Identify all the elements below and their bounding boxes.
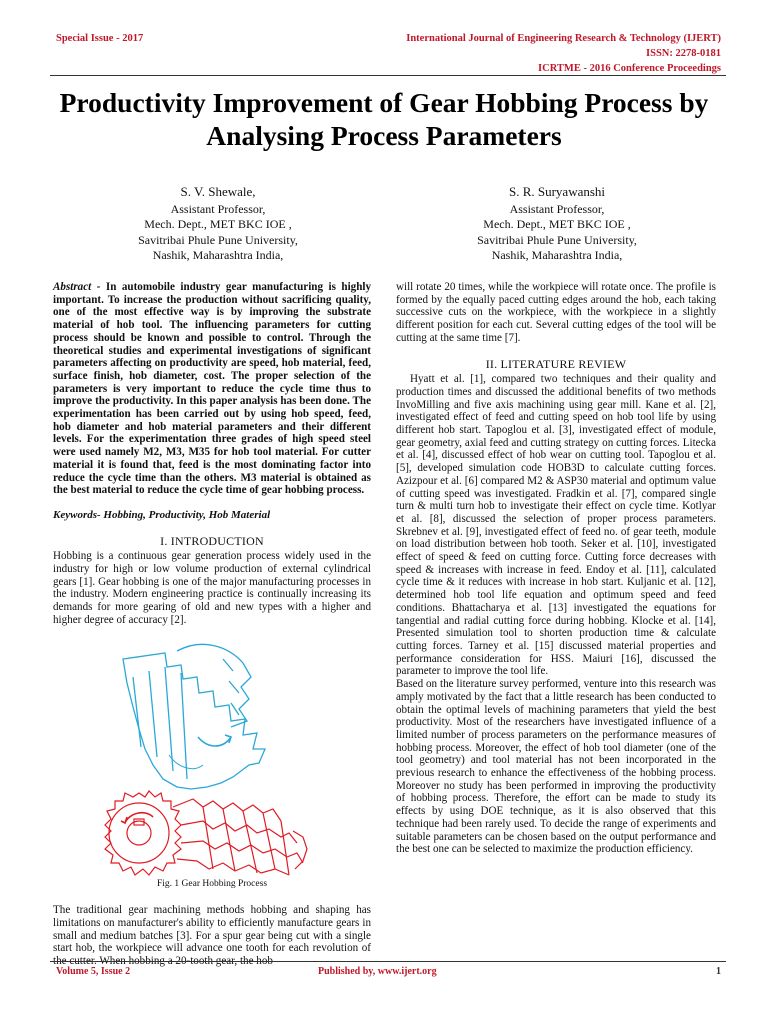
author-dept: Mech. Dept., MET BKC IOE , [144,217,292,232]
hob-cutter-drawing [123,644,265,789]
abstract [53,281,371,497]
header-journal: International Journal of Engineering Research & Technology (IJERT) [406,33,721,44]
section-heading-introduction: I. INTRODUCTION [160,533,264,548]
author-block-2 [432,184,682,263]
abstract-lead: Abstract - [53,281,101,293]
keywords: Keywords- Hobbing, Productivity, Hob Material [53,508,271,521]
header-proceedings: ICRTME - 2016 Conference Proceedings [538,63,721,74]
header-divider [50,75,726,76]
author-name: S. V. Shewale, [180,184,256,199]
intro-paragraph-1: Hobbing is a continuous gear generation process widely used in the industry for high or low volume production of external cylindrical gears [1]. Gear hobbing is one of the major manufacturing processes in the industry. Modern engineering practice is continually increasing its demands for more gearing of old and new types with a higher and higher degree of accuracy [2]. [53,550,371,626]
author-university: Savitribai Phule Pune University, [138,232,298,247]
intro-continuation: will rotate 20 times, while the workpiece will rotate once. The profile is formed by the equally paced cutting edges around the hob, each taking successive cuts on the workpiece, with the workpiece in a slightly different position for each cut. Several cutting edges of the tool will be cutting at the same time [7]. [396,281,716,344]
literature-paragraph-1: Hyatt et al. [1], compared two techniques and their quality and production times and discussed the additional benefits of two methods InvoMilling and five axis machining using gear mill. Kane et al. [2], investigated effect of feed and cutting speed on hob tool life by using different hob start. Tapoglou et al. [3], investigated effect of module, gear geometry, axial feed and cutting strategy on cutting forces. Litecka et al. [4], discussed effect of hob wear on cutting tool. Tapoglou et al. [5], developed simulation code HOB3D to calculate cutting forces. Azizpour et al. [6] compared M2 & ASP30 material and optimum value of cutting speed was investigated. Fradkin et al. [7], compared single turn & multi turn hob to investigate their effect on cycle time. Kotlyar et al. [8], discussed the selection of proper process parameters. Skrebnev et al. [9], investigated effect of feed no. of gear teeth, module on load distribution between hob tooth. Seker et al. [10], investigated effect of speed & feed on cutting force. Cutting force decreases with speed & increases with increase in feed. Endoy et al. [11], calculated cycle time & it reduces with increase in hob start. Kuljanic et al. [12], determined hob tool life equation and optimum speed and feed conditions. Bhattacharya et al. [13] investigated the equations for tangential and radial cutting force during hobbing. Klocke et al. [14], Presented simulation tool to shorten production time & calculate cutting forces. Tarney et al. [15] discussed material properties and performance consideration for HSS. Maiuri [16], discussed the parameter to improve the tool life. [396,373,716,678]
abstract-body: In automobile industry gear manufacturing is highly important. To increase the production without sacrificing quality, one of the most effective way is by improving the substrate material of hob tool. The influencing parameters for cutting process should be known and possible to control. Through the theoretical studies and experimental investigations of significant parameters affecting on productivity are speed, hob material, feed, surface finish, hob diameter, cost. The proper selection of the parameters is very important to reduce the cycle time thus to improve the productivity. In this paper analysis has been done. The experimentation has been carried out by using hob speed, feed, hob diameter and hob material parameters and their different levels. For the experimentation three grades of high speed steel were used namely M2, M3, M35 for hob tool material. For cutter material it is found that, feed is the most dominating factor into reduce the cycle time than the others. M3 material is obtained as the best material to reduce the cycle time of gear hobbing process. [53,281,371,497]
header-issn: ISSN: 2278-0181 [646,48,721,59]
figure-caption: Fig. 1 Gear Hobbing Process [156,878,268,889]
paper-title: Productivity Improvement of Gear Hobbing Process by Analysing Process Parameters [59,87,709,151]
footer-volume: Volume 5, Issue 2 [56,966,131,977]
author-dept: Mech. Dept., MET BKC IOE , [483,217,631,232]
author-place: Nashik, Maharashtra India, [152,247,284,262]
gear-hobbing-illustration [53,637,371,877]
literature-paragraph-2: Based on the literature survey performed, venture into this research was amply motivated by the fact that a little research has been conducted to obtain the optimal levels of machining parameters that yield the best productivity. Most of the researchers have investigated influence of a limited number of process parameters on the performance measures of hobbing process. Moreover, the effect of hob tool diameter (one of the tool geometry) and tool material has not been incorporated in the previous research to enhance the effectiveness of the hobbing process. Moreover no study has been performed in improving the productivity of hobbing process. Therefore, the effort can be made to study its effects by using DOE technique, as it is also observed that this technique had been rarely used. To decide the range of experiments and suitable parameters can be chosen based on the output performance and the best one can be selected to maximize the production efficiency. [396,678,716,856]
header-journal-info [406,31,721,76]
right-column [396,281,716,856]
section-heading-literature-review: II. LITERATURE REVIEW [485,356,627,371]
footer-publisher: Published by, www.ijert.org [318,966,437,977]
gear-drawing [105,791,307,875]
left-column [53,281,371,968]
gear-hobbing-figure [53,637,371,877]
intro-paragraph-2: The traditional gear machining methods hobbing and shaping has limitations on manufacturer's ability to efficiently manufacture gears in small and medium batches [3]. For a spur gear being cut with a single start hob, the workpiece will advance one tooth for each revolution of the cutter. When hobbing a 20-tooth gear, the hob [53,904,371,968]
header-issue: Special Issue - 2017 [56,33,144,44]
footer-divider [50,961,726,962]
author-name: S. R. Suryawanshi [508,184,606,199]
author-university: Savitribai Phule Pune University, [477,232,637,247]
footer-page-number: 1 [716,966,721,977]
author-role: Assistant Professor, [509,202,605,217]
author-role: Assistant Professor, [170,202,266,217]
author-place: Nashik, Maharashtra India, [491,247,623,262]
author-block-1 [93,184,343,263]
